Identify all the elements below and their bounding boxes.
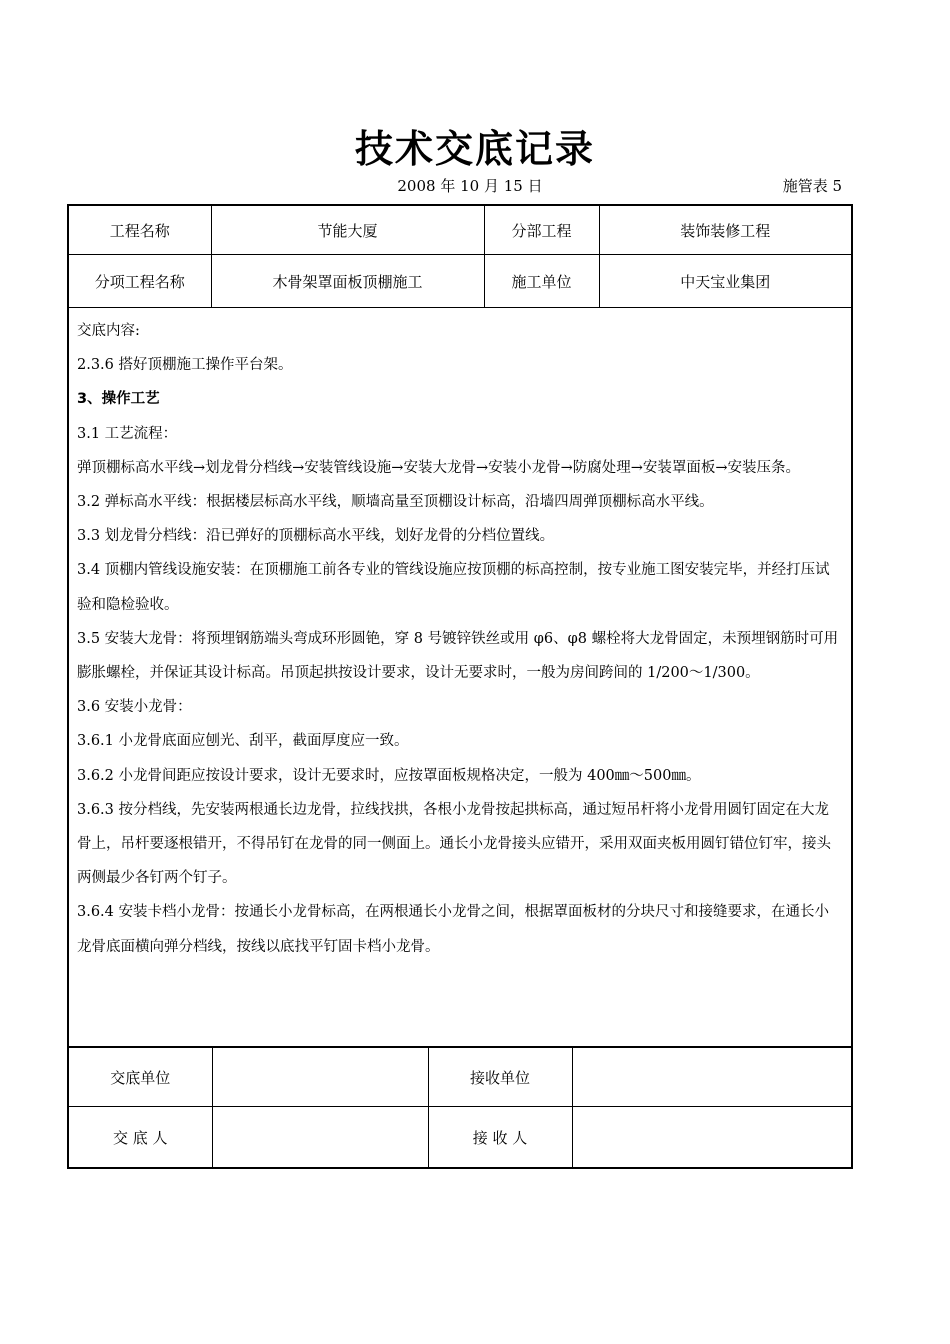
- signoff-row: [68, 1047, 852, 1169]
- content-line: 交底内容:: [77, 323, 140, 339]
- content-line: 3.6.2 小龙骨间距应按设计要求，设计无要求时，应按罩面板规格决定，一般为 400㎜～500㎜。: [77, 767, 701, 784]
- receiver-unit-field[interactable]: [572, 1048, 853, 1107]
- content-line: 3.2 弹标高水平线：根据楼层标高水平线，顺墙高量至顶棚设计标高，沿墙四周弹顶棚标高水平线。: [77, 494, 714, 511]
- section-heading: 3、操作工艺: [77, 391, 160, 408]
- issuer-person-field[interactable]: [212, 1107, 428, 1168]
- content-row: [68, 308, 852, 1047]
- unit-label: 施工单位: [484, 255, 599, 308]
- issuer-person-label: 交 底 人: [69, 1107, 212, 1168]
- page-title: 技术交底记录: [354, 127, 595, 171]
- sub-project-label: 分部工程: [484, 205, 599, 255]
- item-name-label: 分项工程名称: [68, 255, 211, 308]
- item-row: [68, 255, 852, 308]
- issuer-unit-label: 交底单位: [69, 1048, 212, 1107]
- content-line: 3.6.3 按分档线，先安装两根通长边龙骨，拉线找拱，各根小龙骨按起拱标高，通过短吊杆将小龙骨用圆钉固定在大龙骨上，吊杆要逐根错开，不得吊钉在龙骨的同一侧面上。通长小龙骨接头应错开，采用双面夹板用圆钉错位钉牢，接头两侧最少各钉两个钉子。: [77, 801, 831, 887]
- content-line: 3.5 安装大龙骨：将预埋钢筋端头弯成环形圆铯，穿 8 号镀锌铁丝或用 φ6、φ8 螺栓将大龙骨固定，未预埋钢筋时可用膨胀螺栓，并保证其设计标高。吊顶起拱按设计要求，设计无要求时，一般为房间跨间的 1/200～1/300。: [77, 630, 839, 682]
- project-row: [68, 205, 852, 255]
- content-line: 2.3.6 搭好顶棚施工操作平台架。: [77, 357, 293, 374]
- record-table: [67, 204, 853, 1169]
- issuer-unit-field[interactable]: [212, 1048, 428, 1107]
- content-line: 3.4 顶棚内管线设施安装：在顶棚施工前各专业的管线设施应按顶棚的标高控制，按专业施工图安装完毕，并经打压试验和隐检验收。: [77, 562, 830, 613]
- item-name-value: 木骨架罩面板顶棚施工: [211, 255, 484, 308]
- receiver-person-label: 接 收 人: [428, 1107, 572, 1168]
- unit-value: 中天宝业集团: [599, 255, 852, 308]
- record-date: 2008 年 10 月 15 日: [397, 177, 543, 195]
- project-name-value: 节能大厦: [211, 205, 484, 255]
- disclosure-content: [68, 308, 852, 1047]
- signoff-table: [69, 1047, 853, 1167]
- receiver-unit-label: 接收单位: [428, 1048, 572, 1107]
- form-number: 施管表 5: [782, 177, 842, 195]
- sub-project-value: 装饰装修工程: [599, 205, 852, 255]
- project-name-label: 工程名称: [68, 205, 211, 255]
- content-line: 弹顶棚标高水平线→划龙骨分档线→安装管线设施→安装大龙骨→安装小龙骨→防腐处理→安装罩面板→安装压条。: [77, 459, 801, 476]
- content-line: 3.6 安装小龙骨：: [77, 699, 192, 716]
- receiver-person-field[interactable]: [572, 1107, 853, 1168]
- content-line: 3.6.1 小龙骨底面应刨光、刮平，截面厚度应一致。: [77, 733, 409, 750]
- content-line: 3.3 划龙骨分档线：沿已弹好的顶棚标高水平线，划好龙骨的分档位置线。: [77, 528, 555, 545]
- content-line: 3.6.4 安装卡档小龙骨：按通长小龙骨标高，在两根通长小龙骨之间，根据罩面板材的分块尺寸和接缝要求，在通长小龙骨底面横向弹分档线，按线以底找平钉固卡档小龙骨。: [77, 904, 829, 955]
- content-line: 3.1 工艺流程：: [77, 425, 178, 442]
